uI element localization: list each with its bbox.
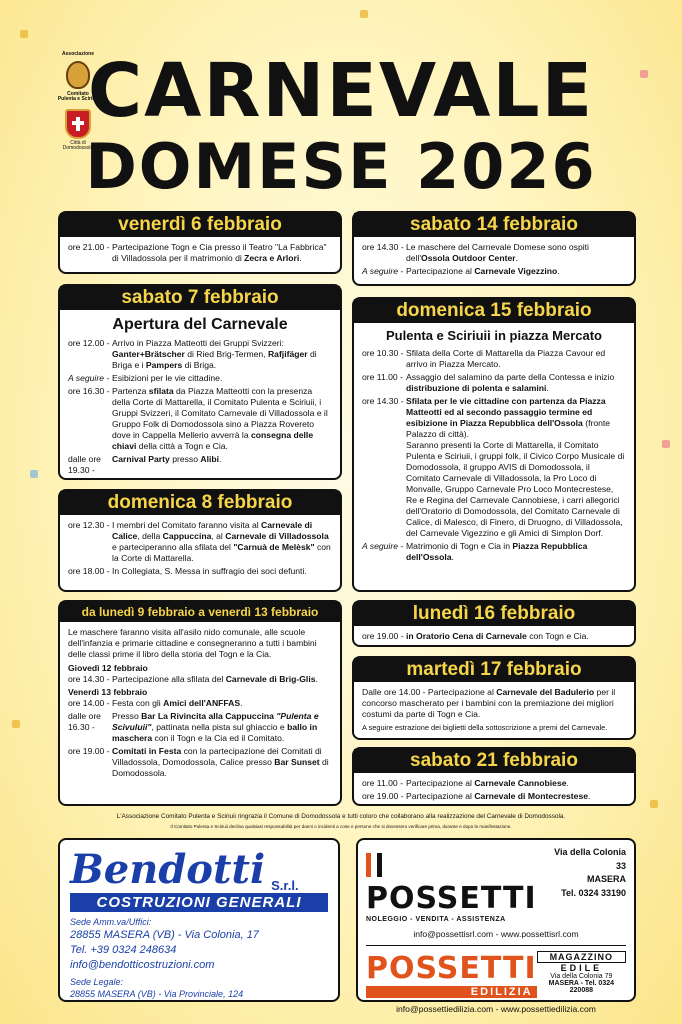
possetti-edilizia-logo: POSSETTI (366, 951, 537, 986)
event-heading: sabato 21 febbraio (354, 749, 634, 773)
event-box-sun15: domenica 15 febbraio Pulenta e Sciriuii in piazza Mercato ore 10.30 - Sfilata della Corte di Mattarella da Piazza Cavour ed arrivo in Piazza Mercato. ore 11.00 - Assaggio del salamino da parte della Contessa e inizio distribuzione di polenta e salamini. ore 14.30 - Sfilata per le vie cittadine con partenza da Piazza Matteotti ed al secondo passaggio termine ed esibizione in Piazza Repubblica dell'Ossola (fronte Palazzo di città). Saranno presenti la Corte di Mattarella, il Comitato Pulenta e Sciriuii, i gruppi folk, il Civico Corpo Musicale di Domodossola, il gruppo AVIS di Domodossola, il Comitato Carnevale di Villadossola, la Pro Loco di Monvalle, Gruppo Carnevale Pro Loco Montecrestese, Re e Regina del Carnevale Cannobiese, i carri allegorici dell'Oratorio di Domodossola, del Comitato Carnevale di Calice, di Malesco, di Finero, di Druogno, di Villadossola, del Carnevale Vigezzino e gli Amici di Simplon Dorf. A seguire - Matrimonio di Togn e Cia in Piazza Repubblica dell'Ossola. (352, 297, 636, 592)
event-row: ore 21.00 - Partecipazione Togn e Cia presso il Teatro "La Fabbrica" di Villadossola per il matrimonio di Zecra e Arlori. (68, 242, 327, 263)
sponsor-bendotti: Bendotti S.r.l. COSTRUZIONI GENERALI Sede Amm.va/Uffici: 28855 MASERA (VB) - Via Colonia, 17 Tel. +39 0324 248634 info@bendotticostruzioni.com Sede Legale: 28855 MASERA (VB) - Via Provinciale, 124 (58, 838, 340, 1002)
possetti-edilizia-web: info@possettiedilizia.com - www.possettiedilizia.com (396, 1004, 596, 1014)
confetti (662, 440, 670, 448)
event-heading: domenica 8 febbraio (60, 491, 340, 515)
day-subheading: Giovedì 12 febbraio (68, 663, 148, 673)
event-heading: martedì 17 febbraio (354, 658, 634, 682)
event-box-sat7: sabato 7 febbraio Apertura del Carnevale ore 12.00 - Arrivo in Piazza Matteotti dei Gruppi Svizzeri: Ganter+Brätscher di Ried Brig-Termen, Rafjifäger di Briga e i Pampers di Briga. A seguire - Esibizioni per le vie cittadine. ore 16.30 - Partenza sfilata da Piazza Matteotti con la presenza della Corte di Mattarella, il Comitato Pulenta e Sciriuii, i Gruppi Svizzeri, il Comitato Carnevale di Villadossola e il Gruppo Folk di Domodossola sino a Piazza Rovereto dove in Cappella Mellerio avverrà la consegna delle chiavi della città a Togn e Cia. dalle ore 19.30 - Carnival Party presso Alibi. (58, 284, 342, 480)
confetti (650, 800, 658, 808)
day-subheading: Venerdì 13 febbraio (68, 687, 148, 697)
event-heading: da lunedì 9 febbraio a venerdì 13 febbraio (60, 602, 340, 622)
event-heading: sabato 14 febbraio (354, 213, 634, 237)
city-label-1: Città di (70, 139, 86, 146)
possetti-web: info@possettisrl.com - www.possettisrl.com (413, 929, 579, 939)
event-heading: sabato 7 febbraio (60, 286, 340, 310)
disclaimer-note: Il Comitato Pulenta e Sciriuii declina qualsiasi responsabilità per danni o incidenti a cose e persone che si dovessero verificare prima, durante e dopo le manifestazione. (170, 824, 512, 829)
event-box-fri6 (58, 211, 342, 274)
page-title-line2: DOMESE 2026 (85, 130, 597, 203)
confetti (30, 470, 38, 478)
event-box-week: da lunedì 9 febbraio a venerdì 13 febbraio Le maschere faranno visita all'asilo nido comunale, alle scuole dell'infanzia e primarie cittadine e consegneranno a tutti i bambini delle classi prime il libro della storia del Togn e la Cia. Giovedì 12 febbraio ore 14.30 - Partecipazione alla sfilata del Carnevale di Brig-Glis. Venerdì 13 febbraio ore 14.00 - Festa con gli Amici dell'ANFFAS. dalle ore 16.30 - Presso Bar La Rivincita alla Cappuccina "Pulenta e Scivuluii", pattinata nella pista sul ghiaccio e ballo in maschera con il Togn e la Cia ed il Comitato. ore 19.00 - Comitati in Festa con la partecipazione dei Comitati di Villadossola, Domodossola, Calice presso Bar Sunset di Domodossola. (58, 600, 342, 806)
page-title-line1: CARNEVALE (87, 48, 595, 134)
confetti (360, 10, 368, 18)
event-box-mon16: lunedì 16 febbraio ore 19.00 - in Oratorio Cena di Carnevale con Togn e Cia. (352, 600, 636, 647)
event-box-sun8: domenica 8 febbraio ore 12.30 - I membri del Comitato faranno visita al Carnevale di Calice, della Cappuccina, al Carnevale di Villadossola e parteciperanno alla sfilata del "Carnuà de Melèsk" con la Corte di Mattarella. ore 18.00 - In Collegiata, S. Messa in suffragio dei soci defunti. (58, 489, 342, 592)
bendotti-tagline: COSTRUZIONI GENERALI (70, 893, 328, 912)
assoc-label: Associazione (62, 51, 94, 57)
event-box-sat14: sabato 14 febbraio ore 14.30 - Le maschere del Carnevale Domese sono ospiti dell'Ossola Outdoor Center. A seguire - Partecipazione al Carnevale Vigezzino. (352, 211, 636, 286)
thanks-note: L'Associazione Comitato Pulenta e Sciriuii ringrazia il Comune di Domodossola e tutti coloro che collaborano alla realizzazione del Carnevale di Domodossola. (116, 813, 566, 820)
assoc-name-2: Pulenta e Sciriuii (57, 96, 99, 102)
bendotti-srl: S.r.l. (271, 878, 299, 893)
event-heading: venerdì 6 febbraio (60, 213, 340, 237)
assoc-name-1: Comitato (67, 90, 89, 97)
event-heading: domenica 15 febbraio (354, 299, 634, 323)
event-box-sat21: sabato 21 febbraio ore 11.00 - Partecipazione al Carnevale Cannobiese. ore 19.00 - Partecipazione al Carnevale di Montecrestese. (352, 747, 636, 806)
event-heading: lunedì 16 febbraio (354, 602, 634, 626)
event-box-tue17: martedì 17 febbraio Dalle ore 14.00 - Partecipazione al Carnevale del Badulerio per il concorso mascherato per i bambini con la premiazione dei migliori costumi da parte di Togn e Cia. A seguire estrazione dei biglietti della sottoscrizione a premi del Carnevale. (352, 656, 636, 740)
confetti (20, 30, 28, 38)
bendotti-email: info@bendotticostruzioni.com (70, 958, 215, 971)
possetti-logo: POSSETTI (366, 846, 545, 916)
sponsor-possetti: POSSETTI NOLEGGIO - VENDITA - ASSISTENZA Via della Colonia 33 MASERA Tel. 0324 33190 info@possettisrl.com - www.possettisrl.com POSSETTI EDILIZIA MAGAZZINO EDILE Via della Colonia 79 MASERA - Tel. 0324 220088 info@possettiedilizia.com - www.possettiedilizia.com (356, 838, 636, 1002)
bendotti-logo: Bendotti (70, 846, 266, 893)
event-subtitle: Pulenta e Sciriuii in piazza Mercato (385, 328, 602, 343)
city-label-2: Domodossola (62, 145, 94, 151)
confetti (12, 720, 20, 728)
event-subtitle: Apertura del Carnevale (112, 316, 288, 333)
